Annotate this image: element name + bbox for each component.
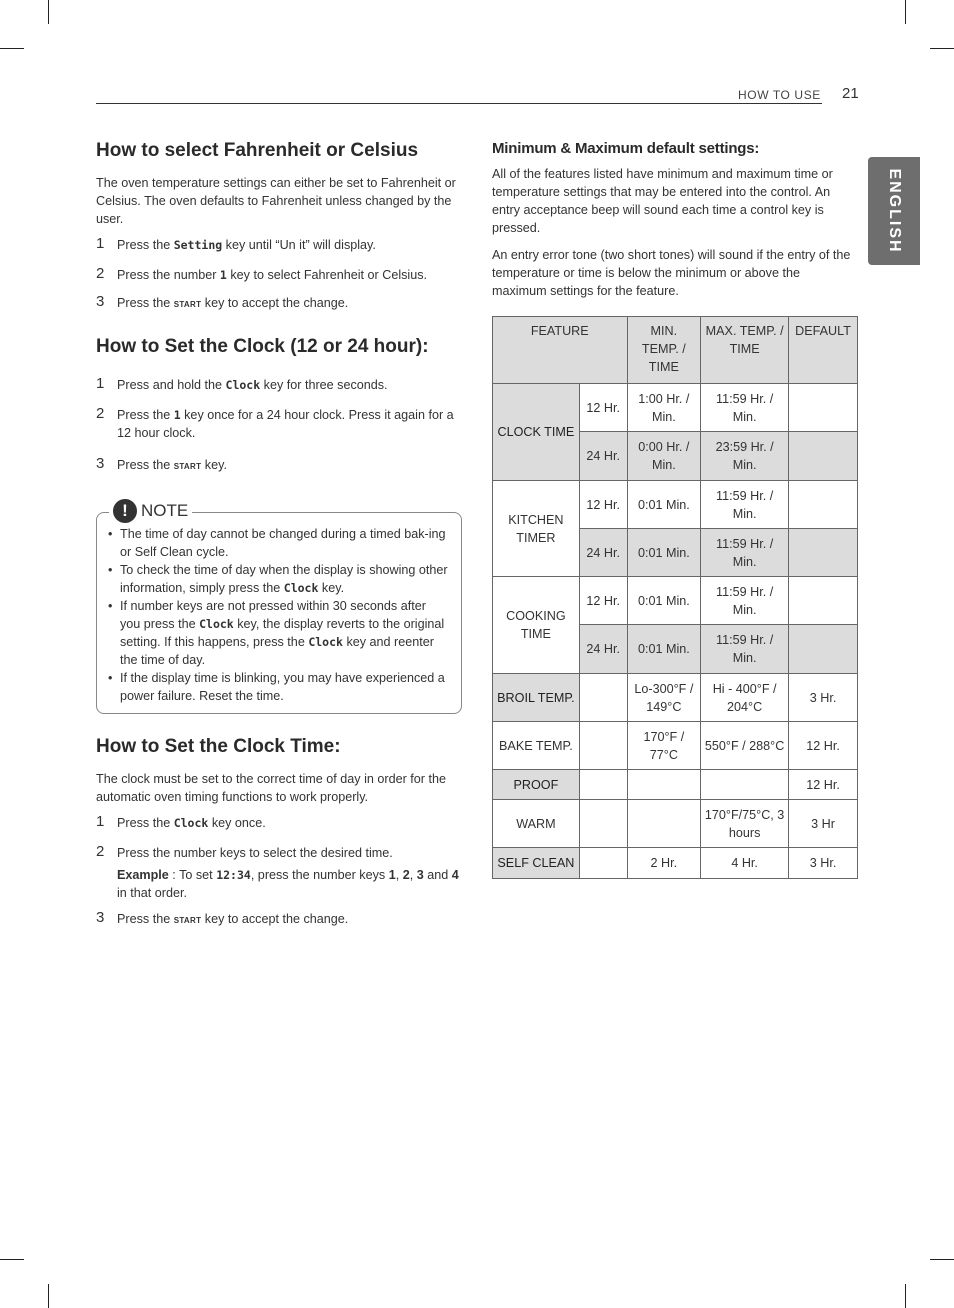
mode-cell: 12 Hr. <box>579 481 627 529</box>
crop-mark-tl-h <box>0 48 24 49</box>
note-text: The time of day cannot be changed during a timed bak-ing or Self Clean cycle. <box>120 527 446 559</box>
step-text: Press the <box>117 458 174 472</box>
step-text: Press the number <box>117 268 220 282</box>
mode-cell: 12 Hr. <box>579 577 627 625</box>
table-row <box>493 722 858 770</box>
step-number: 3 <box>96 909 105 926</box>
fahrenheit-step-2 <box>96 266 462 284</box>
feature-self-clean: SELF CLEAN <box>493 848 580 879</box>
language-tab-label: ENGLISH <box>886 168 903 254</box>
mode-cell <box>579 770 627 800</box>
min-cell: 1:00 Hr. / Min. <box>627 384 701 432</box>
feature-warm: WARM <box>493 800 580 848</box>
clock-key-label: Clock <box>225 378 261 392</box>
step-text: Press the <box>117 238 174 252</box>
note-text: If the display time is blinking, you may have experienced a power failure. Reset the time. <box>120 671 445 703</box>
min-cell: 0:01 Min. <box>627 529 701 577</box>
fahrenheit-step-3 <box>96 294 462 314</box>
setting-key-label: Setting <box>173 238 223 252</box>
step-number: 3 <box>96 455 105 472</box>
step-text: key once. <box>208 816 266 830</box>
right-column <box>492 140 858 879</box>
step-text: key for three seconds. <box>260 378 388 392</box>
max-cell: 11:59 Hr. / Min. <box>701 577 789 625</box>
header-min: MIN. TEMP. / TIME <box>627 317 701 384</box>
language-tab <box>868 157 920 265</box>
clock12-step-3 <box>96 456 462 476</box>
example-text: , <box>409 868 417 882</box>
number-1-key-label: 1 <box>219 268 227 282</box>
note-text: key, the display reverts to the original setting. If this happens, press the <box>120 617 445 649</box>
crop-mark-tl-v <box>48 0 49 24</box>
clock-12-24-section-title: How to Set the Clock (12 or 24 hour): <box>96 336 429 357</box>
step-text: Press the number keys to select the desired time. <box>117 846 393 860</box>
note-text: key. <box>318 581 345 595</box>
clocktime-example <box>96 866 462 902</box>
max-cell: 23:59 Hr. / Min. <box>701 432 789 481</box>
fahrenheit-intro: The oven temperature settings can either be set to Fahrenheit or Celsius. The oven defaults to Fahrenheit unless changed by the user. <box>96 176 456 226</box>
default-cell <box>789 529 858 577</box>
example-text: in that order. <box>117 886 188 900</box>
note-text: To check the time of day when the display is showing other information, simply press the <box>120 563 448 595</box>
header-max: MAX. TEMP. / TIME <box>701 317 789 384</box>
example-text: : To set <box>168 868 217 882</box>
feature-clock-time: CLOCK TIME <box>493 384 580 481</box>
step-number: 1 <box>96 235 105 252</box>
step-text: Press and hold the <box>117 378 226 392</box>
start-key-label: START <box>173 300 202 309</box>
fahrenheit-section-title: How to select Fahrenheit or Celsius <box>96 140 419 161</box>
defaults-section-title: Minimum & Maximum default settings: <box>492 140 760 157</box>
step-number: 2 <box>96 265 105 282</box>
number-key-3: 3 <box>416 868 424 882</box>
clock-key-label: Clock <box>199 617 234 631</box>
display-readout: 12:34 <box>216 868 251 882</box>
note-text: If number keys are not pressed within 30 seconds after you press the <box>120 599 426 631</box>
note-box <box>96 501 462 714</box>
defaults-paragraph-2: An entry error tone (two short tones) will sound if the entry of the temperature or time is below the minimum or above the maximum settings for the feature. <box>492 248 851 298</box>
table-row <box>493 800 858 848</box>
default-cell <box>789 481 858 529</box>
example-text: , press the number keys <box>250 868 389 882</box>
min-cell: 0:00 Hr. / Min. <box>627 432 701 481</box>
crop-mark-tr-v <box>905 0 906 24</box>
min-max-settings-table <box>492 316 858 879</box>
clock12-step-1 <box>96 376 462 394</box>
start-key-label: START <box>173 462 202 471</box>
clock-key-label: Clock <box>173 816 209 830</box>
note-text: key and reenter the time of day. <box>120 635 434 667</box>
header-section-label: HOW TO USE <box>738 88 821 102</box>
crop-mark-tr-h <box>930 48 954 49</box>
defaults-paragraph-1: All of the features listed have minimum and maximum time or temperature settings that may be entered into the control. An entry acceptance beep will sound each time a control key is pressed. <box>492 167 833 235</box>
min-cell: 2 Hr. <box>627 848 701 879</box>
max-cell: 11:59 Hr. / Min. <box>701 625 789 674</box>
min-cell <box>627 770 701 800</box>
left-column <box>96 140 462 930</box>
step-number: 1 <box>96 813 105 830</box>
note-header <box>109 499 192 523</box>
min-cell: 0:01 Min. <box>627 625 701 674</box>
min-cell: 0:01 Min. <box>627 577 701 625</box>
clock-key-label: Clock <box>308 635 343 649</box>
min-cell: 170°F / 77°C <box>627 722 701 770</box>
clock12-step-2 <box>96 406 462 442</box>
max-cell: 170°F/75°C, 3 hours <box>701 800 789 848</box>
mode-cell <box>579 722 627 770</box>
table-row <box>493 848 858 879</box>
max-cell: 11:59 Hr. / Min. <box>701 529 789 577</box>
crop-mark-br-h <box>930 1259 954 1260</box>
default-cell <box>789 432 858 481</box>
mode-cell: 24 Hr. <box>579 529 627 577</box>
min-cell: Lo-300°F / 149°C <box>627 674 701 722</box>
clock-time-intro: The clock must be set to the correct time of day in order for the automatic oven timing functions to work properly. <box>96 772 446 804</box>
feature-proof: PROOF <box>493 770 580 800</box>
clocktime-step-1 <box>96 814 462 832</box>
default-cell: 12 Hr. <box>789 722 858 770</box>
feature-cooking-time: COOKING TIME <box>493 577 580 674</box>
mode-cell <box>579 800 627 848</box>
step-text: Press the <box>117 296 174 310</box>
exclamation-icon: ! <box>113 499 137 523</box>
step-text: key to select Fahrenheit or Celsius. <box>226 268 428 282</box>
feature-broil-temp: BROIL TEMP. <box>493 674 580 722</box>
mode-cell: 12 Hr. <box>579 384 627 432</box>
fahrenheit-step-1 <box>96 236 462 254</box>
step-number: 2 <box>96 405 105 422</box>
table-row <box>493 481 858 529</box>
feature-bake-temp: BAKE TEMP. <box>493 722 580 770</box>
step-text: key to accept the change. <box>201 912 349 926</box>
step-text: key once for a 24 hour clock. Press it again for a 12 hour clock. <box>117 408 454 440</box>
mode-cell: 24 Hr. <box>579 625 627 674</box>
note-item <box>107 597 449 669</box>
number-key-1: 1 <box>388 868 396 882</box>
max-cell <box>701 770 789 800</box>
note-item <box>107 669 449 705</box>
step-text: Press the <box>117 912 174 926</box>
step-text: Press the <box>117 408 174 422</box>
default-cell <box>789 384 858 432</box>
clocktime-step-2 <box>96 844 462 862</box>
note-title: NOTE <box>141 501 189 520</box>
max-cell: 4 Hr. <box>701 848 789 879</box>
start-key-label: START <box>173 916 202 925</box>
table-row <box>493 577 858 625</box>
mode-cell <box>579 848 627 879</box>
mode-cell: 24 Hr. <box>579 432 627 481</box>
mode-cell <box>579 674 627 722</box>
header-divider <box>96 103 822 104</box>
step-text: key. <box>201 458 227 472</box>
min-cell <box>627 800 701 848</box>
number-1-key-label: 1 <box>173 408 181 422</box>
default-cell: 12 Hr. <box>789 770 858 800</box>
step-text: key until “Un it” will display. <box>222 238 376 252</box>
crop-mark-br-v <box>905 1284 906 1308</box>
min-cell: 0:01 Min. <box>627 481 701 529</box>
max-cell: 11:59 Hr. / Min. <box>701 481 789 529</box>
table-row <box>493 384 858 432</box>
max-cell: 550°F / 288°C <box>701 722 789 770</box>
max-cell: Hi - 400°F / 204°C <box>701 674 789 722</box>
default-cell <box>789 625 858 674</box>
note-item <box>107 525 449 561</box>
table-row <box>493 674 858 722</box>
clocktime-step-3 <box>96 910 462 930</box>
note-item <box>107 561 449 597</box>
step-text: key to accept the change. <box>201 296 349 310</box>
page-number: 21 <box>842 85 859 102</box>
feature-kitchen-timer: KITCHEN TIMER <box>493 481 580 577</box>
example-label: Example <box>117 868 169 882</box>
step-number: 2 <box>96 843 105 860</box>
number-key-4: 4 <box>451 868 459 882</box>
default-cell <box>789 577 858 625</box>
table-row <box>493 770 858 800</box>
max-cell: 11:59 Hr. / Min. <box>701 384 789 432</box>
example-text: , <box>395 868 403 882</box>
default-cell: 3 Hr. <box>789 848 858 879</box>
step-text: Press the <box>117 816 174 830</box>
step-number: 1 <box>96 375 105 392</box>
clock-key-label: Clock <box>283 581 319 595</box>
clock-time-section-title: How to Set the Clock Time: <box>96 736 341 757</box>
header-default: DEFAULT <box>789 317 858 384</box>
number-key-2: 2 <box>402 868 410 882</box>
default-cell: 3 Hr <box>789 800 858 848</box>
header-feature: FEATURE <box>493 317 628 384</box>
table-header-row <box>493 317 858 384</box>
crop-mark-bl-h <box>0 1259 24 1260</box>
crop-mark-bl-v <box>48 1284 49 1308</box>
example-text: and <box>423 868 452 882</box>
default-cell: 3 Hr. <box>789 674 858 722</box>
step-number: 3 <box>96 293 105 310</box>
